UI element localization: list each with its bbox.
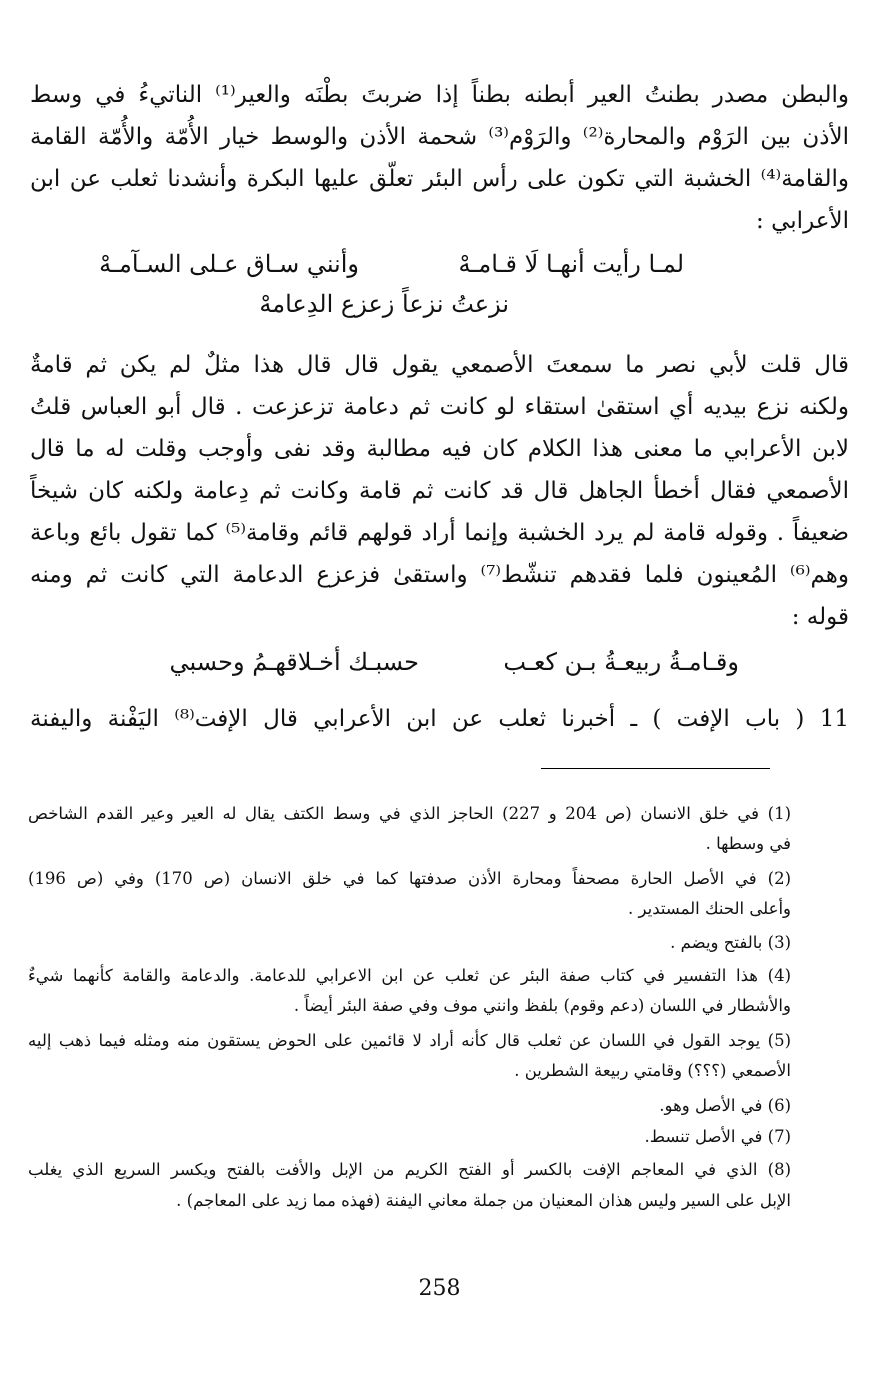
body-line: وهم⁽⁶⁾ المُعينون فلما فقدهم تنشّط⁽⁷⁾ واستقىٰ فزعزع الدعامة التي كانت ثم ومنه: [30, 562, 850, 588]
body-line: لابن الأعرابي ما معنى هذا الكلام كان فيه مطالبة وقد نفى وأوجب وقلت له ما قال: [30, 436, 849, 462]
footnote-separator: [541, 768, 770, 769]
body-line: الأصمعي فقال أخطأ الجاهل قال قد كانت ثم قامة وكانت ثم دِعامة ولكنه كان شيخاً: [30, 478, 849, 504]
body-line: قال قلت لأبي نصر ما سمعتَ الأصمعي يقول قال قال هذا مثلٌ لم يكن ثم قامةٌ: [30, 352, 849, 378]
page-number: 258: [418, 1276, 461, 1301]
verse-hemistich-second: وأنني سـاق عـلى السـآمـهْ: [99, 250, 359, 278]
footnote-line: (3) بالفتح ويضم .: [670, 933, 791, 952]
body-line: ضعيفاً . وقوله قامة لم يرد الخشبة وإنما أراد قولهم قائم وقامة⁽⁵⁾ كما تقول بائع وباعة: [30, 520, 849, 546]
body-line: والقامة⁽⁴⁾ الخشبة التي تكون على رأس البئر تعلّق عليها البكرة وأنشدنا ثعلب عن ابن: [30, 166, 849, 192]
footnote-line: وأعلى الحنك المستدير .: [628, 899, 791, 918]
footnote-line: والأشطار في اللسان (دعم وقوم) بلفظ وانني موف وفي صفة البئر أيضاً .: [293, 996, 791, 1015]
body-line: الأعرابي :: [756, 208, 849, 234]
footnote-line: في وسطها .: [705, 834, 791, 853]
footnote-line: (2) في الأصل الحارة مصحفاً ومحارة الأذن صدفتها كما في خلق الانسان (ص 170) وفي (ص 196): [28, 869, 791, 888]
verse-hemistich-first: وقـامـةُ ربيعـةُ بـن كعـب: [503, 648, 739, 676]
footnote-line: (4) هذا التفسير في كتاب صفة البئر عن ثعلب عن ابن الاعرابي للدعامة. والدعامة والقامة كأنهما شيءٌ: [28, 966, 791, 985]
section-line: 11 ( باب الإفت ) ـ أخبرنا ثعلب عن ابن الأعرابي قال الإفت⁽⁸⁾ اليَفْنة واليفنة: [30, 706, 849, 732]
footnote-line: الإبل على السير وليس هذان المعنيان من جملة معاني اليفنة (فهذه مما زيد على المعاجم) .: [176, 1191, 791, 1210]
footnote-line: (6) في الأصل وهو.: [659, 1096, 791, 1115]
footnote-line: (8) الذي في المعاجم الإفت بالكسر أو الفتح الكريم من الإبل والأفت بالفتح ويكسر السريع الذي يغلب: [28, 1160, 791, 1179]
body-line: ولكنه نزع بيديه أي استقىٰ استقاء لو كانت ثم دعامة تزعزعت . قال أبو العباس قلتُ: [30, 394, 849, 420]
body-line: قوله :: [791, 604, 849, 630]
body-line: الأذن بين الرَوْم والمحارة⁽²⁾ والرَوْم⁽³⁾ شحمة الأذن والوسط خيار الأُمّة والأُمّة القامة: [30, 124, 849, 150]
verse-hemistich-second: حسبـك أخـلاقهـمُ وحسبي: [169, 648, 419, 676]
footnote-line: (5) يوجد القول في اللسان عن ثعلب قال كأنه أراد لا قائمين على الحوض يستقون منه ومثله فيما ذهب إليه: [28, 1031, 791, 1050]
footnote-line: الأصمعي (؟؟؟) وقامتي ربيعة الشطرين .: [514, 1061, 791, 1080]
verse-line: نزعتُ نزعاً زعزع الدِعامهْ: [259, 290, 509, 318]
footnote-line: (1) في خلق الانسان (ص 204 و 227) الحاجز الذي في وسط الكتف يقال له العير وعير القدم الشاخص: [28, 804, 791, 823]
verse-hemistich-first: لمـا رأيت أنهـا لَا قـامـهْ: [458, 250, 684, 278]
body-line: والبطن مصدر بطنتُ العير أبطنه بطناً إذا ضربتَ بطْنَه والعير⁽¹⁾ الناتيءُ في وسط: [30, 82, 849, 108]
footnote-line: (7) في الأصل تنسط.: [644, 1127, 791, 1146]
